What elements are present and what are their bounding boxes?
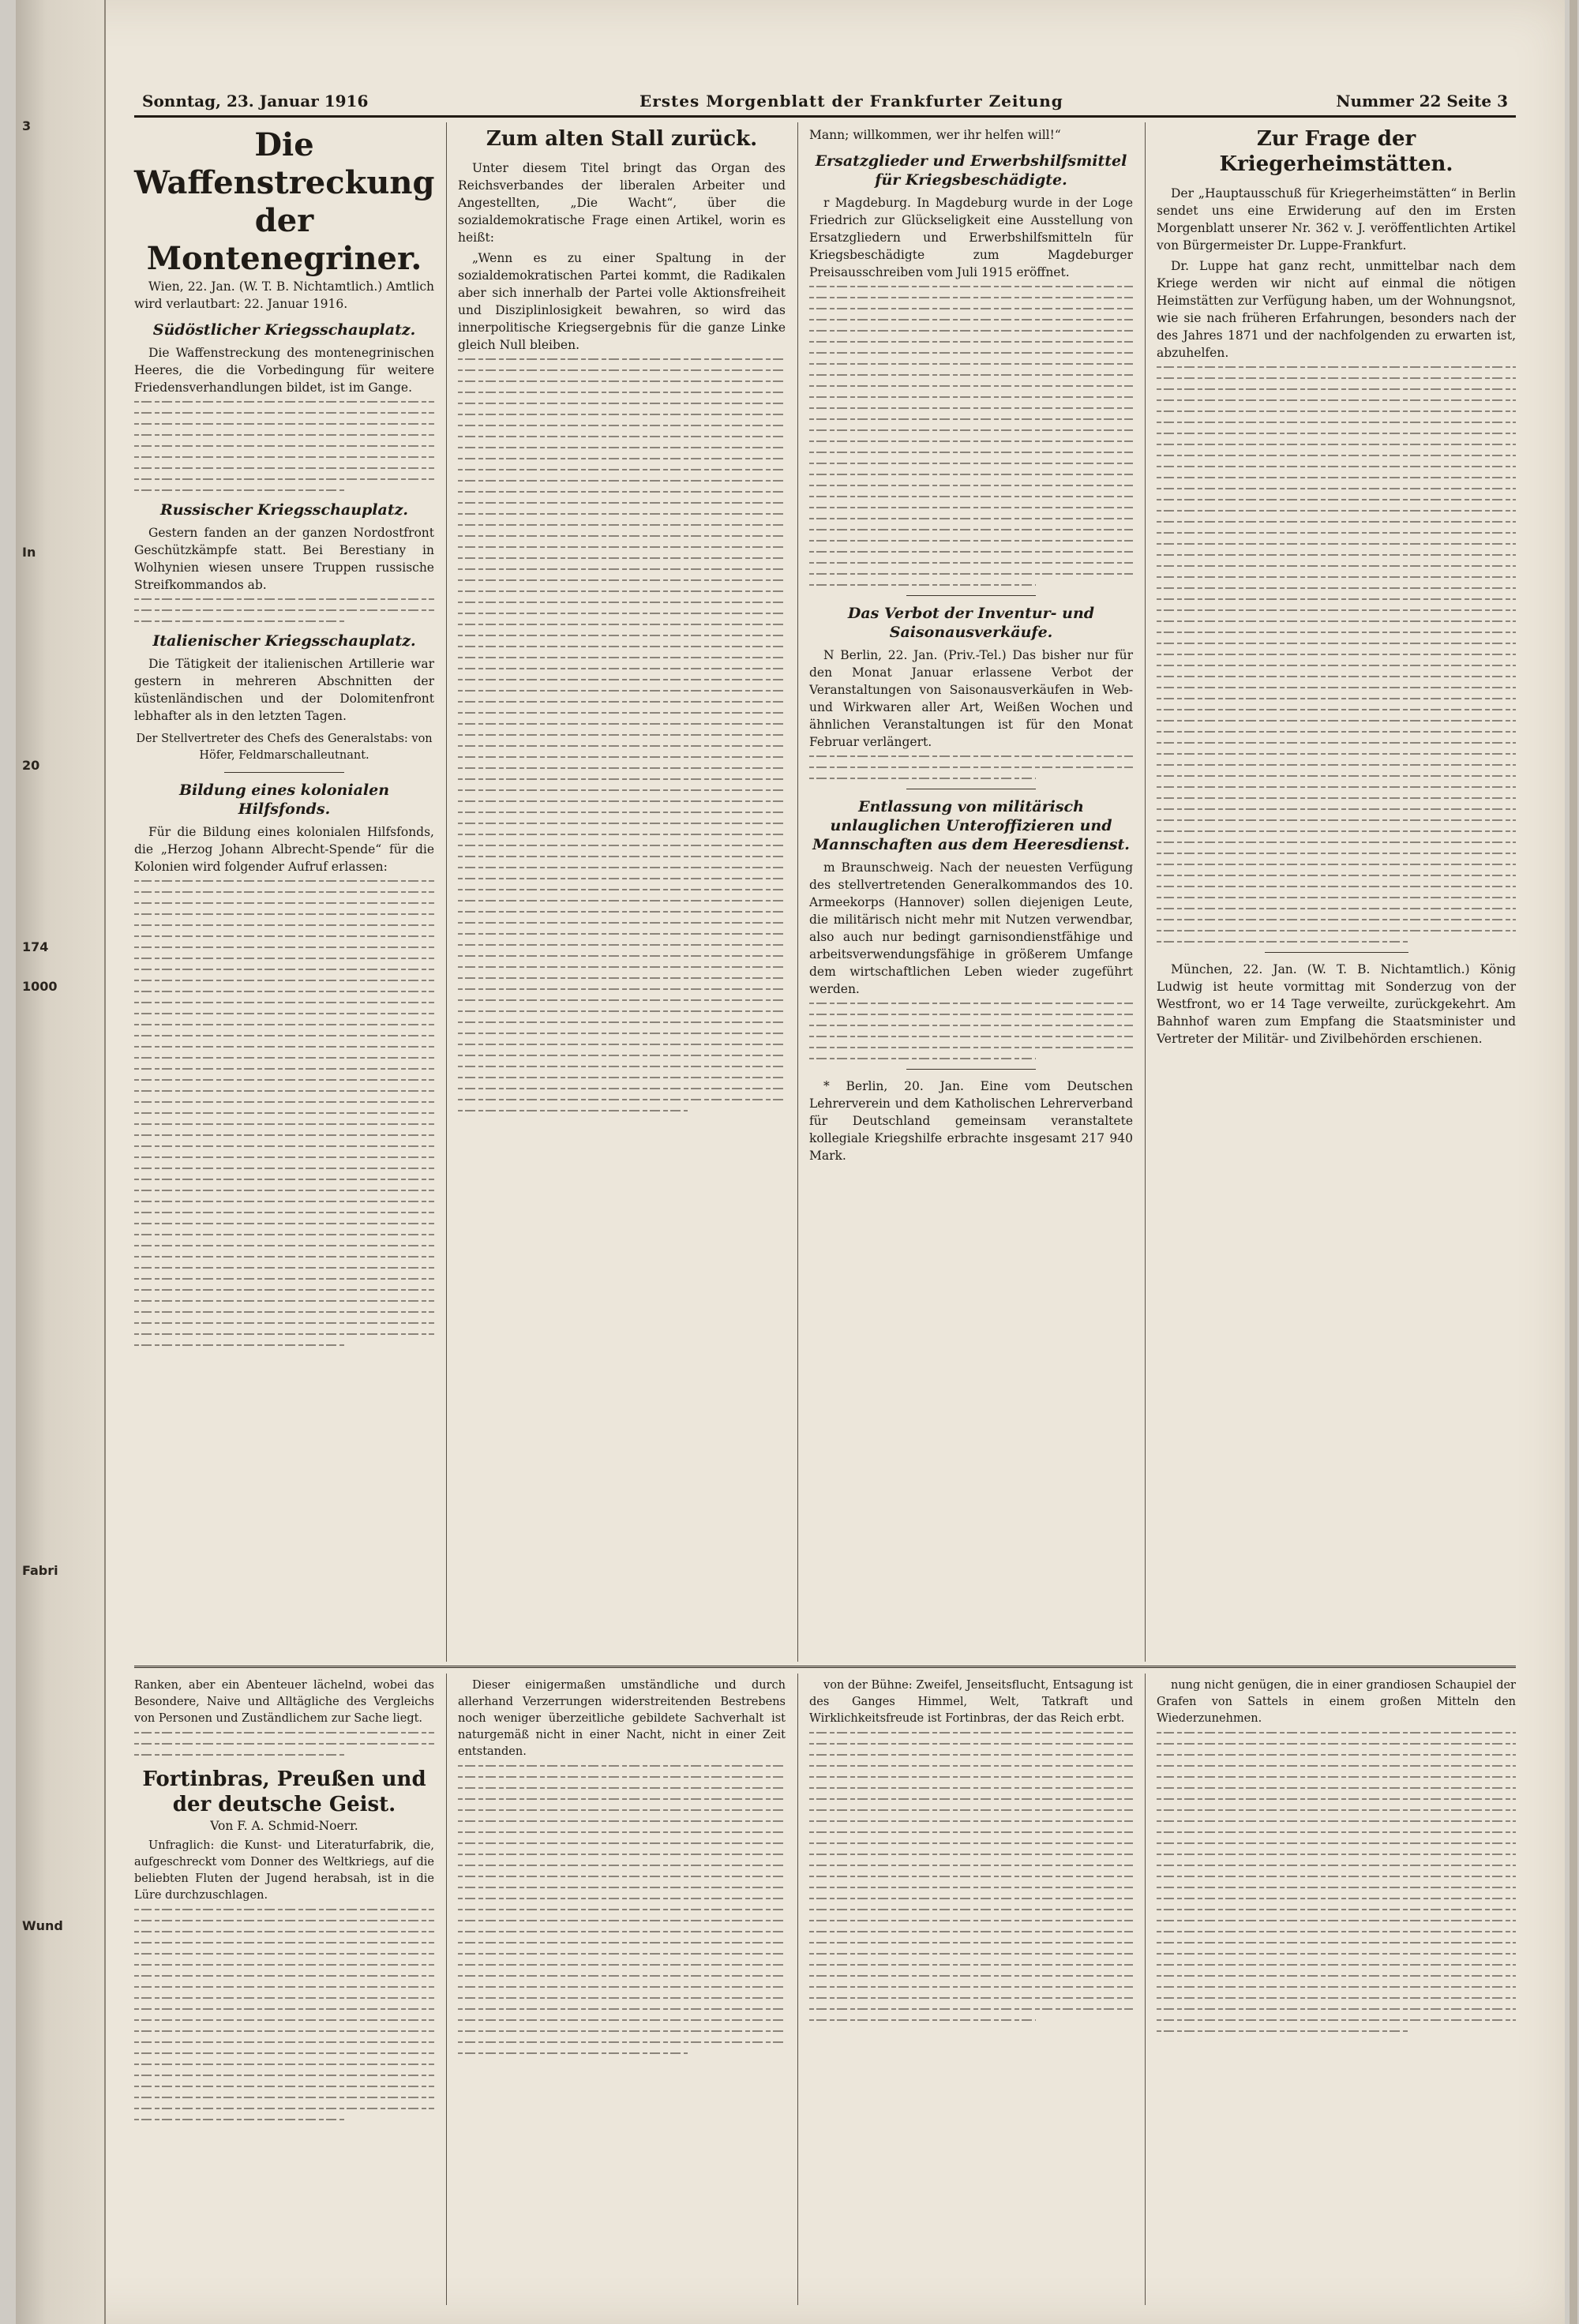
gutter-fragment: Fabri	[22, 1563, 58, 1578]
text-block	[458, 358, 786, 1111]
gutter-fragment: In	[22, 545, 36, 560]
text-block	[458, 1765, 786, 2054]
feuilleton-col4	[1157, 1677, 1516, 2041]
column-war-injured	[809, 126, 1133, 1168]
column-rule	[1145, 122, 1146, 1662]
newspaper-page	[16, 0, 1565, 2324]
section-russia: Russischer Kriegsschauplatz.	[159, 501, 409, 519]
headline-fortinbras: Fortinbras, Preußen und der deutsche Geist.	[142, 1767, 426, 1816]
gutter-fragment: Wund	[22, 1918, 63, 1933]
text-block	[1157, 366, 1516, 943]
text-block	[134, 880, 434, 1346]
column-rule	[797, 1674, 798, 2305]
page-header	[134, 88, 1516, 118]
column-old-stable	[458, 126, 786, 1121]
gutter-fragment: 174	[22, 939, 49, 954]
continued-text: Ranken, aber ein Abenteuer lächelnd, wobei das Besondere, Naive und Alltägliche des Vergleichs von Personen und Zuständlichem zur Sache liegt.	[134, 1679, 434, 1725]
feuilleton-col3	[809, 1677, 1133, 2030]
text-block	[134, 1732, 434, 1756]
gutter-fragment: 20	[22, 758, 40, 773]
gutter-fragment: 1000	[22, 979, 58, 994]
feuilleton-paragraph: nung nicht genügen, die in einer grandiosen Schaupiel der Grafen von Sattels in einem großen Mitteln den Wiederzunehmen.	[1157, 1679, 1516, 1725]
signature: Der Stellvertreter des Chefs des Generalstabs: von Höfer, Feldmarschalleutnant.	[136, 733, 433, 762]
intro-paragraph: Der „Hauptausschuß für Kriegerheimstätten“ in Berlin sendet uns eine Erwiderung auf den im Ersten Morgenblatt unserer Nr. 362 v. J. veröffentlichten Artikel von Bürgermeister Dr. Luppe-Frankfurt.	[1157, 186, 1516, 253]
column-veteran-homes	[1157, 126, 1516, 1051]
scan-edge	[1570, 0, 1577, 2324]
report-southeast: Die Waffenstreckung des montenegrinischen Heeres, die die Vorbedingung für weitere Friedensverhandlungen bildet, ist im Gange.	[134, 346, 434, 395]
text-block	[809, 286, 1133, 586]
adjacent-page-edge	[16, 0, 106, 2324]
intro-paragraph: Unter diesem Titel bringt das Organ des Reichsverbandes der liberalen Arbeiter und Angestellten, „Die Wacht“, über die sozialdemokratische Frage einen Artikel, worin es heißt:	[458, 161, 786, 245]
report-russia: Gestern fanden an der ganzen Nordostfront Geschützkämpfe statt. Bei Berestiany in Wolhynien wiesen unsere Truppen russische Streifkommandos ab.	[134, 526, 434, 592]
column-rule	[446, 1674, 447, 2305]
continued-text: Mann; willkommen, wer ihr helfen will!“	[809, 128, 1061, 142]
section-italy: Italienischer Kriegsschauplatz.	[152, 632, 416, 650]
quote-paragraph: „Wenn es zu einer Spaltung in der sozialdemokratischen Partei kommt, die Radikalen aber sich innerhalb der Partei volle Aktionsfreiheit und Disziplinlosigkeit bewahren, so wird das innerpolitische Kriegsergebnis für die ganze Linke gleich Null bleiben.	[458, 251, 786, 352]
section-divider	[134, 1666, 1516, 1668]
headline-veteran-homes: Zur Frage der Kriegerheimstätten.	[1219, 127, 1453, 176]
feuilleton-paragraph: von der Bühne: Zweifel, Jenseitsflucht, Entsagung ist des Ganges Himmel, Welt, Tatkraft und Wirklichkeitsfreude ist Fortinbras, der das Reich erbt.	[809, 1679, 1133, 1725]
text-block	[809, 1732, 1133, 2021]
report-italy: Die Tätigkeit der italienischen Artillerie war gestern in mehreren Abschnitten der küstenländischen und der Dolomitenfront lebhafter als in den letzten Tagen.	[134, 657, 434, 723]
report-colonial-fund: Für die Bildung eines kolonialen Hilfsfonds, die „Herzog Johann Albrecht-Spende“ für die Kolonien wird folgender Aufruf erlassen:	[134, 825, 434, 874]
column-rule	[1145, 1674, 1146, 2305]
report-teachers: * Berlin, 20. Jan. Eine vom Deutschen Lehrerverein und dem Katholischen Lehrerverband für Deutschland gemeinsam veranstaltete kollegiale Kriegshilfe erbrachte insgesamt 217 940 Mark.	[809, 1079, 1133, 1163]
feuilleton-paragraph: Dieser einigermaßen umständliche und durch allerhand Verzerrungen widerstreitenden Bestrebens noch weniger überzeitliche gebildete Sachverhalt ist naturgemäß nicht in einer Nacht, nicht in einer Zeit entstanden.	[458, 1679, 786, 1758]
dateline: Wien, 22. Jan. (W. T. B. Nichtamtlich.) Amtlich wird verlautbart: 22. Januar 1916.	[134, 279, 434, 311]
column-rule	[797, 122, 798, 1662]
paper-title: Erstes Morgenblatt der Frankfurter Zeitung	[639, 92, 1063, 111]
section-colonial-fund: Bildung eines kolonialen Hilfsfonds.	[178, 782, 390, 818]
report-munich: München, 22. Jan. (W. T. B. Nichtamtlich.) König Ludwig ist heute vormittag mit Sonderzug von der Westfront, wo er 14 Tage verweilte, zurückgekehrt. Am Bahnhof waren zum Empfang die Staatsminister und Vertreter der Militär- und Zivilbehörden erschienen.	[1157, 962, 1516, 1046]
gutter-fragment: 3	[22, 118, 32, 133]
issue-date: Sonntag, 23. Januar 1916	[142, 92, 369, 111]
headline-discharge: Entlassung von militärisch unlauglichen Unteroffizieren und Mannschaften aus dem Heeresdienst.	[812, 798, 1130, 853]
report-sales-ban: N Berlin, 22. Jan. (Priv.-Tel.) Das bisher nur für den Monat Januar erlassene Verbot der Veranstaltungen von Saisonausverkäufen in Web- und Wirkwaren aller Art, Weißen Wochen und ähnlichen Veranstaltungen ist für den Monat Februar verlängert.	[809, 648, 1133, 749]
section-southeast: Südöstlicher Kriegsschauplatz.	[152, 321, 416, 339]
headline-prosthetics: Ersatzglieder und Erwerbshilfsmittel für Kriegsbeschädigte.	[815, 152, 1127, 189]
headline-montenegro: Die Waffenstreckung der Montenegriner.	[134, 126, 435, 277]
headline-sales-ban: Das Verbot der Inventur- und Saisonausverkäufe.	[847, 605, 1095, 641]
feuilleton-left	[134, 1677, 434, 2130]
byline: Von F. A. Schmid-Noerr.	[210, 1819, 358, 1833]
feuilleton-paragraph: Unfraglich: die Kunst- und Literaturfabrik, die, aufgeschreckt vom Donner des Weltkriegs, auf die beliebten Fluten der Jugend herabsah, ist in die Lüre durchzuschlagen.	[134, 1839, 434, 1902]
text-block	[809, 755, 1133, 779]
column-rule	[446, 122, 447, 1662]
report-magdeburg: r Magdeburg. In Magdeburg wurde in der Loge Friedrich zur Glückseligkeit eine Ausstellung von Ersatzgliedern und Erwerbshilfsmitteln für Kriegsbeschädigte zum Magdeburger Preisausschreiben vom Juli 1915 eröffnet.	[809, 196, 1133, 279]
argument-paragraph: Dr. Luppe hat ganz recht, unmittelbar nach dem Kriege werden wir nicht auf einmal die nötigen Heimstätten zur Verfügung haben, um der Wohnungsnot, wie sie nach früheren Erfahrungen, besonders nach der des Jahres 1871 und der nachfolgenden zu erwarten ist, abzuhelfen.	[1157, 259, 1516, 360]
report-discharge: m Braunschweig. Nach der neuesten Verfügung des stellvertretenden Generalkommandos des 10. Armeekorps (Hannover) sollen diejenigen Leute, die militärisch nicht mehr mit Nutzen verwendbar, also auch nur bedingt garnisondienstfähige und arbeitsverwendungsfähige in größerem Umfange dem wirtschaftlichen Leben wieder zugeführt werden.	[809, 860, 1133, 996]
text-block	[1157, 1732, 1516, 2032]
headline-old-stable: Zum alten Stall zurück.	[486, 127, 758, 151]
feuilleton-col2	[458, 1677, 786, 2063]
column-montenegro	[134, 126, 434, 1355]
text-block	[134, 401, 434, 491]
page-number: Nummer 22 Seite 3	[1336, 92, 1508, 111]
text-block	[134, 598, 434, 622]
text-block	[134, 1909, 434, 2120]
text-block	[809, 1003, 1133, 1059]
